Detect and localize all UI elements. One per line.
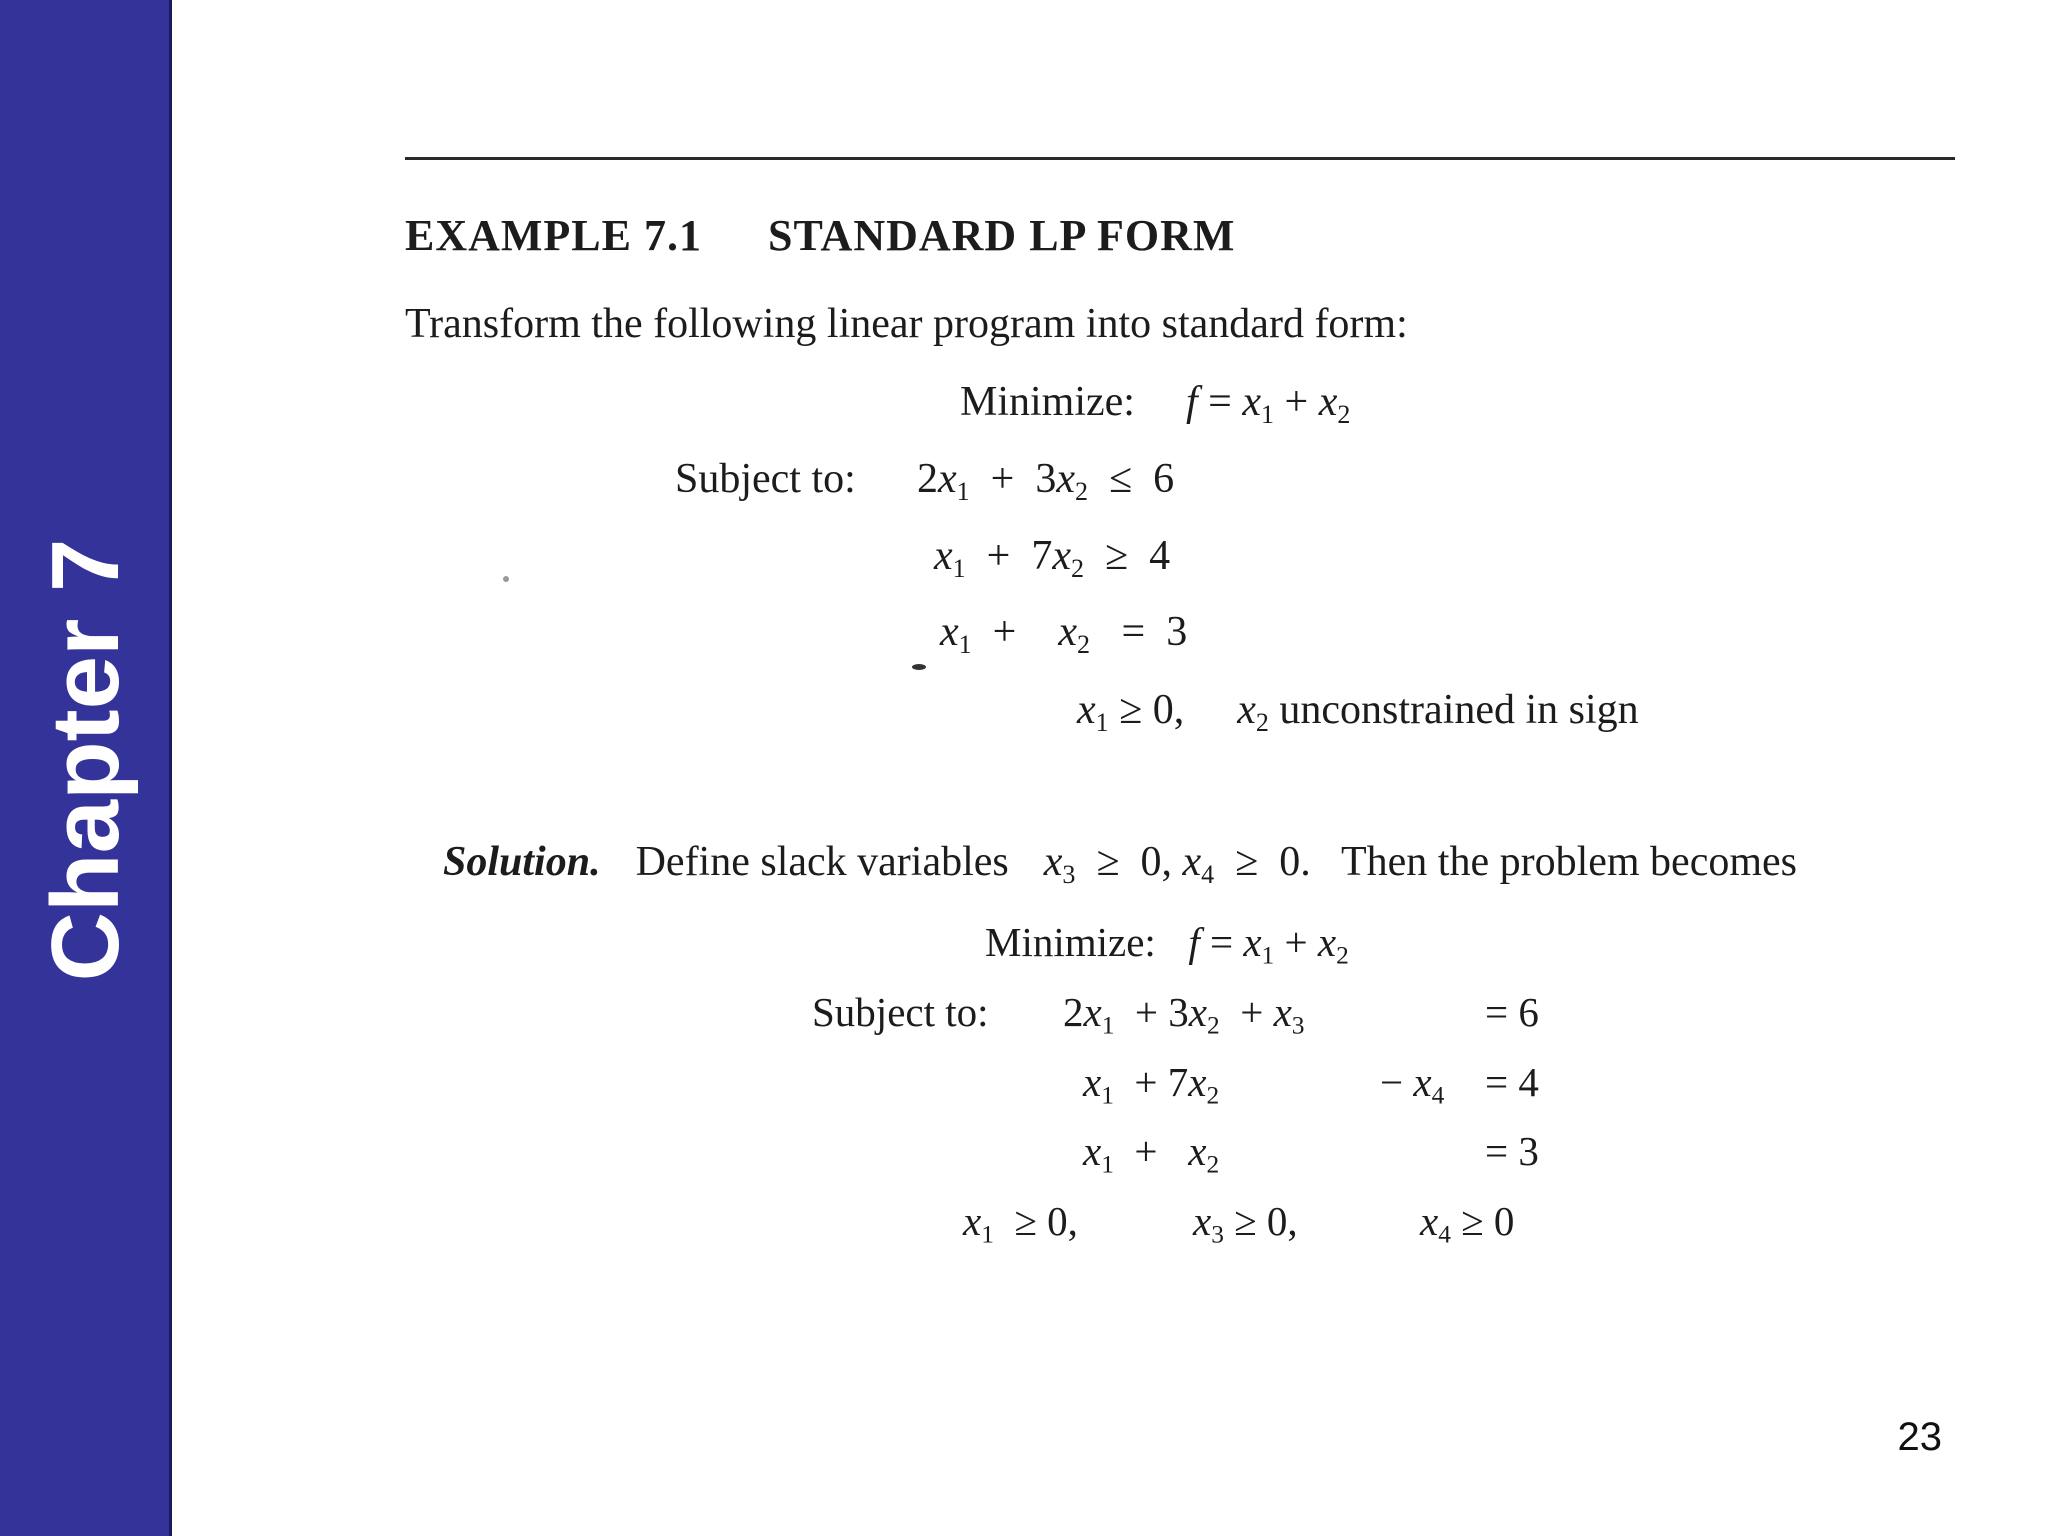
page-number: 23 [1897, 1415, 1942, 1459]
solution-nonneg-x4: $x_4 \ge 0$ [1420, 1198, 1515, 1249]
example-heading [405, 210, 1235, 261]
unconstrained-text: unconstrained in sign [1279, 687, 1639, 733]
scan-speck [912, 664, 926, 670]
slack-definition: $x_3 \ge 0$, $x_4 \ge 0$. [1043, 839, 1311, 889]
objective-expression: $f = x_1 + x_2$ [1185, 379, 1351, 429]
solution-constraint-1-rhs: = 6 [1485, 989, 1539, 1035]
sign-condition-x2: $x_2$ unconstrained in sign [1237, 687, 1639, 737]
solution-constraint-1-lhs: $2x_1 + 3x_2 + x_3$ [1063, 989, 1305, 1040]
solution-constraint-2-lhs: $x_1 + 7x_2$ [1083, 1059, 1220, 1110]
solution-paragraph [443, 838, 1797, 889]
solution-objective-label: Minimize: [985, 919, 1156, 965]
top-rule [405, 157, 1955, 160]
solution-constraint-2-rhs: = 4 [1485, 1059, 1539, 1105]
scan-speck [503, 576, 509, 582]
solution-subject-to-label: Subject to: [812, 989, 989, 1035]
constraint-2: $x_1 + 7x_2 \ge 4$ [934, 533, 1171, 583]
constraint-1: $2x_1 + 3x_2 \le 6$ [917, 456, 1175, 506]
sign-condition-x1: $x_1 \ge 0$, [1077, 687, 1185, 737]
sign-conditions [1077, 686, 1639, 737]
solution-nonneg-x3: $x_3 \ge 0$, [1193, 1198, 1298, 1249]
objective-line [960, 378, 1351, 429]
constraint-3: $x_1$ + $x_2 = 3$ [940, 609, 1188, 659]
objective-label: Minimize: [960, 379, 1135, 425]
solution-objective-line [985, 918, 1349, 970]
subject-to-label: Subject to: [675, 456, 856, 502]
solution-label: Solution. [443, 839, 601, 885]
solution-nonneg-x1: $x_1 \ge 0$, [963, 1198, 1078, 1249]
solution-text-1: Define slack variables [635, 839, 1009, 885]
solution-constraint-3-lhs: $x_1 + x_2$ [1083, 1128, 1220, 1179]
solution-objective-expression: $f = x_1 + x_2$ [1188, 919, 1349, 970]
chapter-title: Chapter 7 [32, 538, 139, 982]
solution-constraint-2-surplus: − $x_4$ [1380, 1059, 1445, 1110]
example-label: EXAMPLE 7.1 [405, 211, 702, 260]
solution-constraint-3-rhs: = 3 [1485, 1128, 1539, 1174]
example-title: STANDARD LP FORM [768, 211, 1236, 260]
solution-text-2: Then the problem becomes [1340, 839, 1797, 885]
example-intro: Transform the following linear program into standard form: [405, 301, 1408, 347]
